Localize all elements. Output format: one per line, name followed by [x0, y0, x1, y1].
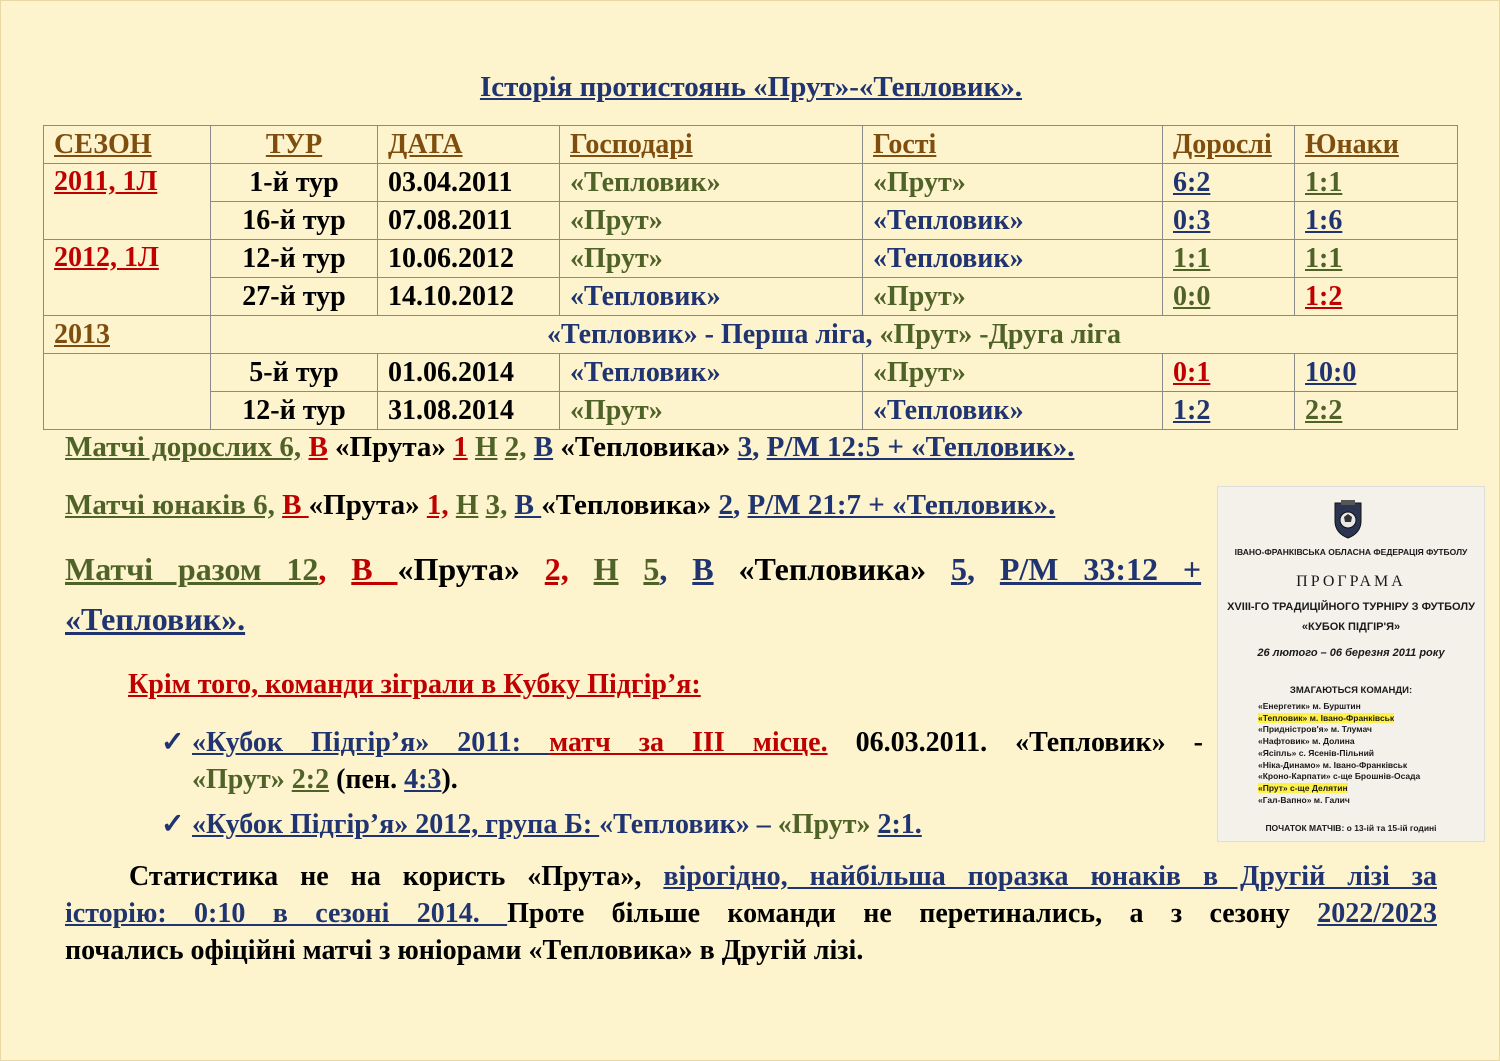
- cup-2012-dash: –: [749, 809, 778, 840]
- youth-prut-wins: 1,: [426, 489, 449, 521]
- cup-2011-pen-label: (пен.: [329, 764, 405, 795]
- total-leader: «Тепловик».: [65, 601, 246, 637]
- adults-prut-wins: 1: [453, 431, 468, 463]
- total-teplovyk-wins: 5: [950, 551, 967, 587]
- poster-team: «Кроно-Карпати» с-ще Брошнів-Осада: [1258, 771, 1421, 782]
- adults-count: Матчі дорослих 6,: [65, 431, 302, 463]
- cup-item-2012: [161, 807, 922, 841]
- date-cell: 03.04.2011: [378, 164, 560, 202]
- adults-goal-diff: Р/М 12:5 + «Тепловик».: [766, 431, 1075, 463]
- youth-comma: ,: [733, 489, 741, 521]
- note-prut-league: «Прут» -Друга ліга: [872, 319, 1121, 350]
- youth-w-label: В: [282, 489, 309, 521]
- poster-line-4: ЗМАГАЮТЬСЯ КОМАНДИ:: [1289, 685, 1413, 696]
- cup-2011-match: матч за III місце.: [549, 727, 828, 758]
- poster-line-1: XVIII-ГО ТРАДИЦІЙНОГО ТУРНІРУ З ФУТБОЛУ: [1227, 601, 1475, 613]
- cup-2011-away: «Прут»: [192, 764, 285, 795]
- header-home: Господарі: [560, 126, 863, 164]
- total-teplovyk-label: «Тепловика»: [738, 551, 927, 587]
- youth-score: 2:2: [1295, 392, 1458, 430]
- check-icon: ✓: [161, 809, 185, 840]
- home-cell: «Прут»: [560, 392, 863, 430]
- matches-table: [43, 125, 1458, 430]
- away-cell: «Прут»: [863, 164, 1163, 202]
- note-teplovyk-league: «Тепловик» - Перша ліга,: [547, 319, 873, 350]
- youth-score: 10:0: [1295, 354, 1458, 392]
- total-w-label: В: [351, 551, 398, 587]
- youth-score: 1:1: [1295, 164, 1458, 202]
- youth-teplovyk-wins: 2: [718, 489, 733, 521]
- statistics-paragraph: [65, 858, 1437, 969]
- season-2014-empty: [44, 354, 211, 430]
- round-cell: 12-й тур: [211, 240, 378, 278]
- poster-line-3: 26 лютого – 06 березня 2011 року: [1257, 647, 1445, 659]
- round-cell: 27-й тур: [211, 278, 378, 316]
- stat-intro: Статистика не на користь «Прута»,: [129, 861, 664, 892]
- cup-2012-score: 2:1.: [877, 809, 922, 840]
- adults-score: 1:2: [1163, 392, 1295, 430]
- date-cell: 14.10.2012: [378, 278, 560, 316]
- table-row: [44, 392, 1458, 430]
- summary-youth: [65, 489, 1055, 522]
- tournament-program-image: [1217, 486, 1485, 842]
- total-prut-wins: 2,: [544, 551, 569, 587]
- total-comma-3: ,: [966, 551, 975, 587]
- poster-team: «Придністров'я» м. Тлумач: [1258, 724, 1372, 735]
- stat-probable: вірогідно, найбільша поразка юнаків в Другій лізі за: [663, 861, 1437, 892]
- poster-line-2: «КУБОК ПІДГІР'Я»: [1301, 621, 1401, 633]
- poster-teams: [1258, 701, 1458, 806]
- youth-draw-label: Н: [455, 489, 479, 521]
- total-prut-label: «Прута»: [397, 551, 520, 587]
- home-cell: «Тепловик»: [560, 278, 863, 316]
- total-draws: 5: [643, 551, 660, 587]
- adults-teplovyk-label: «Тепловика»: [560, 431, 731, 463]
- youth-prut-label: «Прута»: [308, 489, 420, 521]
- table-row: [44, 202, 1458, 240]
- round-cell: 5-й тур: [211, 354, 378, 392]
- total-w2-label: В: [692, 551, 714, 587]
- total-goal-diff: Р/М 33:12 +: [999, 551, 1202, 587]
- cup-2011-score: 2:2: [291, 764, 330, 795]
- poster-team-highlighted: «Прут» с-ще Делятин: [1258, 782, 1348, 793]
- adults-teplovyk-wins: 3: [737, 431, 753, 463]
- home-cell: «Тепловик»: [560, 354, 863, 392]
- poster-start-time: ПОЧАТОК МАТЧІВ: о 13-ій та 15-ій годині: [1265, 823, 1437, 833]
- adults-score: 0:0: [1163, 278, 1295, 316]
- season-2013: 2013: [44, 316, 211, 354]
- cup-2011-pen-score: 4:3: [404, 764, 442, 795]
- away-cell: «Тепловик»: [863, 202, 1163, 240]
- adults-draw-label: Н: [474, 431, 498, 463]
- header-youth: Юнаки: [1295, 126, 1458, 164]
- federation-emblem-icon: [1331, 499, 1365, 539]
- home-cell: «Прут»: [560, 202, 863, 240]
- date-cell: 07.08.2011: [378, 202, 560, 240]
- youth-teplovyk-label: «Тепловика»: [541, 489, 712, 521]
- poster-team: «Енергетик» м. Бурштин: [1258, 701, 1361, 711]
- date-cell: 10.06.2012: [378, 240, 560, 278]
- adults-score: 1:1: [1163, 240, 1295, 278]
- stat-season: 2022/2023: [1317, 898, 1437, 929]
- adults-w2-label: В: [533, 431, 554, 463]
- poster-team: «Ніка-Динамо» м. Івано-Франківськ: [1258, 759, 1408, 770]
- page-title: Історія протистоянь «Прут»-«Тепловик».: [479, 71, 1023, 103]
- round-cell: 1-й тур: [211, 164, 378, 202]
- poster-team-highlighted: «Тепловик» м. Івано-Франківськ: [1258, 712, 1395, 723]
- cup-2012-title: «Кубок Підгір’я» 2012, група Б:: [192, 809, 600, 840]
- adults-comma: ,: [752, 431, 760, 463]
- cup-2011-title: «Кубок Підгір’я» 2011:: [192, 727, 550, 758]
- adults-w-label: В: [308, 431, 328, 463]
- youth-draws: 3,: [485, 489, 508, 521]
- home-cell: «Прут»: [560, 240, 863, 278]
- check-icon: ✓: [161, 727, 185, 758]
- header-season: СЕЗОН: [44, 126, 211, 164]
- round-cell: 12-й тур: [211, 392, 378, 430]
- youth-count: Матчі юнаків 6,: [65, 489, 275, 521]
- youth-score: 1:2: [1295, 278, 1458, 316]
- table-row: [44, 278, 1458, 316]
- season-2011: 2011, 1Л: [44, 164, 211, 240]
- adults-score: 0:3: [1163, 202, 1295, 240]
- table-row: [44, 316, 1458, 354]
- table-row: [44, 354, 1458, 392]
- stat-line-3: почались офіційні матчі з юніорами «Тепловика» в Другій лізі.: [65, 935, 864, 966]
- table-row: [44, 164, 1458, 202]
- stat-history: історію: 0:10 в сезоні 2014.: [65, 898, 508, 929]
- poster-federation: ІВАНО-ФРАНКІВСЬКА ОБЛАСНА ФЕДЕРАЦІЯ ФУТБОЛУ: [1234, 547, 1468, 557]
- adults-score: 6:2: [1163, 164, 1295, 202]
- youth-score: 1:1: [1295, 240, 1458, 278]
- header-adults: Дорослі: [1163, 126, 1295, 164]
- total-draw-label: Н: [593, 551, 619, 587]
- total-comma-2: ,: [659, 551, 668, 587]
- cup-2011-close: ).: [441, 764, 458, 795]
- header-away: Гості: [863, 126, 1163, 164]
- poster-program: ПРОГРАМА: [1296, 573, 1406, 590]
- stat-however: Проте більше команди не перетинались, а з сезону: [507, 898, 1318, 929]
- poster-team: «Ясіпль» с. Ясенів-Пільний: [1258, 747, 1375, 758]
- youth-score: 1:6: [1295, 202, 1458, 240]
- total-comma-1: ,: [318, 551, 327, 587]
- date-cell: 31.08.2014: [378, 392, 560, 430]
- header-round: ТУР: [211, 126, 378, 164]
- poster-team: [1258, 713, 1458, 725]
- adults-score: 0:1: [1163, 354, 1295, 392]
- poster-team: «Нафтовик» м. Долина: [1258, 736, 1355, 747]
- cup-2011-date-home: 06.03.2011. «Тепловик» -: [827, 727, 1203, 758]
- stat-line-2: [65, 895, 1437, 932]
- away-cell: «Прут»: [863, 354, 1163, 392]
- round-cell: 16-й тур: [211, 202, 378, 240]
- table-header-row: [44, 126, 1458, 164]
- away-cell: «Тепловик»: [863, 240, 1163, 278]
- youth-w2-label: В: [514, 489, 542, 521]
- youth-goal-diff: Р/М 21:7 + «Тепловик».: [747, 489, 1056, 521]
- cup-item-2011-cont: [192, 764, 458, 796]
- summary-adults: [65, 431, 1074, 464]
- season-2012: 2012, 1Л: [44, 240, 211, 316]
- home-cell: «Тепловик»: [560, 164, 863, 202]
- summary-total: [65, 551, 1201, 588]
- adults-prut-label: «Прута»: [335, 431, 446, 463]
- total-count: Матчі разом 12: [65, 551, 319, 587]
- stat-line-1: [65, 858, 1437, 895]
- cup-2012-away: «Прут»: [777, 809, 871, 840]
- away-cell: «Тепловик»: [863, 392, 1163, 430]
- date-cell: 01.06.2014: [378, 354, 560, 392]
- poster-team: «Гал-Вапно» м. Галич: [1258, 794, 1350, 805]
- cup-item-2011: [161, 725, 1203, 759]
- table-row: [44, 240, 1458, 278]
- cup-2012-home: «Тепловик»: [599, 809, 750, 840]
- away-cell: «Прут»: [863, 278, 1163, 316]
- poster-team: [1258, 783, 1458, 795]
- season-2013-note: [211, 316, 1458, 354]
- cup-intro: Крім того, команди зіграли в Кубку Підгір’я:: [128, 669, 701, 700]
- header-date: ДАТА: [378, 126, 560, 164]
- adults-draws: 2,: [504, 431, 527, 463]
